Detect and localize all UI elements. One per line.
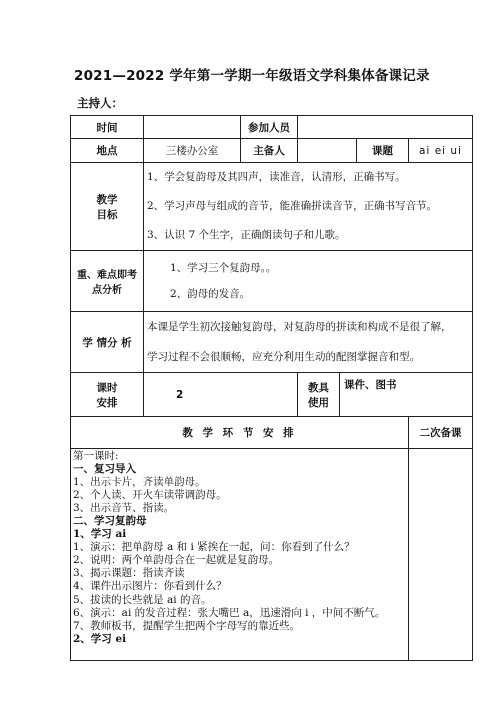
analysis-content (144, 312, 473, 373)
page-title: 2021—2022 学年第一学期一年级语文学科集体备课记录 (74, 68, 430, 84)
plan-line: 2、个人读、开火车读带调韵母。 (73, 489, 227, 502)
plan-line: 4、课件出示图片：你看到什么？ (73, 580, 227, 593)
topic-value[interactable]: ai ei ui (409, 139, 473, 163)
plan-line: 5、拔读的长些就是 ai 的音。 (73, 593, 212, 606)
plan-line: 1、学习 ai (73, 528, 127, 541)
schedule-label-line2: 安排 (96, 396, 118, 409)
participants-value[interactable] (298, 116, 473, 139)
second-prep-content[interactable] (409, 449, 473, 661)
plan-line: 7、教师板书，提醒学生把两个字母写的靠近些。 (73, 619, 301, 632)
tools-label (298, 373, 340, 417)
time-label: 时间 (71, 116, 144, 139)
plan-line: 二、学习复韵母 (73, 515, 147, 528)
plan-content (71, 449, 409, 661)
key-points-label-line1: 重、难点即考 (77, 270, 137, 281)
plan-header: 教 学 环 节 安 排 (71, 417, 409, 449)
plan-line: 1、出示卡片，齐读单韵母。 (73, 476, 206, 489)
schedule-label (71, 373, 144, 417)
schedule-value[interactable]: 2 (144, 373, 298, 417)
second-prep-header: 二次备课 (409, 417, 473, 449)
goals-content (144, 163, 473, 251)
plan-line: 6、演示：ai 的发音过程：张大嘴巴 a，迅速滑向 i ，中间不断气。 (73, 606, 386, 619)
plan-line: 2、说明：两个单韵母合在一起就是复韵母。 (73, 554, 280, 567)
schedule-label-line1: 课时 (96, 381, 118, 394)
plan-line: 1、演示：把单韵母 a 和 i 紧挨在一起，问：你看到了什么？ (73, 541, 355, 554)
time-value[interactable] (144, 116, 241, 139)
tools-label-line2: 使用 (308, 396, 329, 409)
key-points-label-line2: 点分析 (92, 285, 122, 296)
goal-item: 3、认识 7 个生字，正确朗读句子和儿歌。 (147, 229, 346, 241)
tools-label-line1: 教具 (308, 381, 329, 394)
host-label: 主持人： (77, 96, 123, 110)
place-value[interactable]: 三楼办公室 (144, 139, 241, 163)
topic-label: 课题 (357, 139, 409, 163)
plan-line: 第一课时: (73, 450, 119, 462)
analysis-line: 学习过程不会很顺畅，应充分利用生动的配图掌握音和型。 (147, 351, 420, 363)
lead-preparer-label: 主备人 (241, 139, 298, 163)
plan-line: 3、揭示课题：指读齐读 (73, 567, 185, 580)
analysis-label: 学 情分 析 (71, 312, 144, 373)
goals-label (71, 163, 144, 251)
analysis-line: 本课是学生初次接触复韵母，对复韵母的拼读和构成不是很了解， (147, 321, 452, 333)
tools-value[interactable]: 课件、图书 (340, 373, 473, 417)
lead-preparer-value[interactable] (298, 139, 357, 163)
key-points-content (144, 251, 473, 312)
goals-label-line1: 教学 (96, 193, 118, 206)
place-label: 地点 (71, 139, 144, 163)
key-point-item: 2、韵母的发音。 (170, 288, 251, 300)
goals-label-line2: 目标 (96, 208, 118, 221)
goal-item: 2、学习声母与组成的音节，能准确拼读音节，正确书写音节。 (147, 200, 438, 212)
plan-line: 一、复习导入 (73, 463, 136, 476)
goal-item: 1、学会复韵母及其四声，读准音，认清形，正确书写。 (147, 171, 406, 183)
key-point-item: 1、学习三个复韵母。。 (170, 262, 277, 274)
plan-line: 2、学习 ei (73, 632, 127, 645)
plan-line: 3、出示音节、指读。 (73, 502, 175, 515)
participants-label: 参加人员 (241, 116, 298, 139)
key-points-label (71, 251, 144, 312)
lesson-plan-table (70, 115, 473, 661)
